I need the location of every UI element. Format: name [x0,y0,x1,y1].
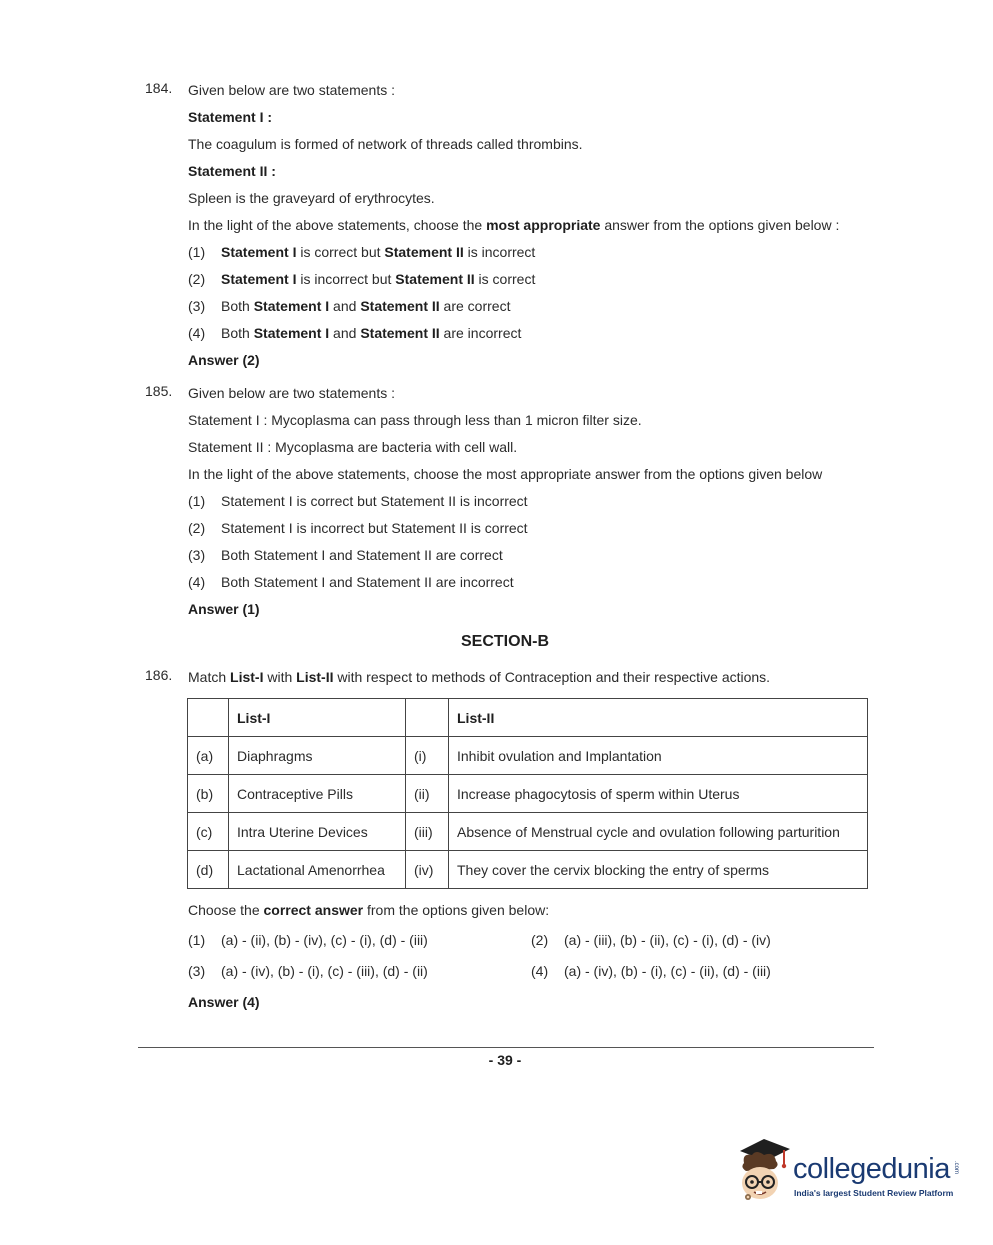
q186-intro: Match List-I with List-II with respect to methods of Contraception and their respective actions. [188,669,771,685]
list1-item: Lactational Amenorrhea [229,851,406,889]
brand-name: collegedunia [793,1153,950,1185]
q184-statement2-label: Statement II : [188,163,276,179]
q185-statement2: Statement II : Mycoplasma are bacteria with cell wall. [188,439,518,455]
q185-option-4: Both Statement I and Statement II are incorrect [221,574,514,590]
q185-option-4-number: (4) [188,574,206,590]
q186-option-1: (a) - (ii), (b) - (iv), (c) - (i), (d) - (iii) [221,932,428,948]
q186-option-3: (a) - (iv), (b) - (i), (c) - (iii), (d) - (ii) [221,963,428,979]
q185-option-2: Statement I is incorrect but Statement II is correct [221,520,528,536]
q186-option-2: (a) - (iii), (b) - (ii), (c) - (i), (d) - (iv) [564,932,771,948]
row-numeral: (ii) [406,775,449,813]
q184-number: 184. [145,80,173,96]
q185-number: 185. [145,383,173,399]
table-row [188,775,868,813]
q184-option-4: Both Statement I and Statement II are incorrect [221,325,522,341]
header-blank-cell [406,699,449,737]
list2-item: Absence of Menstrual cycle and ovulation following parturition [449,813,868,851]
q185-option-2-number: (2) [188,520,206,536]
footer-divider [138,1047,874,1048]
q184-statement1-text: The coagulum is formed of network of threads called thrombins. [188,136,583,152]
collegedunia-logo [734,1135,964,1210]
header-list1: List-I [229,699,406,737]
q184-answer: Answer (2) [188,352,260,368]
q184-statement1-label: Statement I : [188,109,273,125]
row-numeral: (iv) [406,851,449,889]
brand-tld: .com [953,1161,959,1175]
list1-item: Intra Uterine Devices [229,813,406,851]
list2-item: Increase phagocytosis of sperm within Uterus [449,775,868,813]
q184-intro: Given below are two statements : [188,82,395,98]
q184-option-2: Statement I is incorrect but Statement II is correct [221,271,536,287]
q185-statement1: Statement I : Mycoplasma can pass through less than 1 micron filter size. [188,412,642,428]
q184-statement2-text: Spleen is the graveyard of erythrocytes. [188,190,435,206]
q184-option-1: Statement I is correct but Statement II is incorrect [221,244,536,260]
q184-option-3: Both Statement I and Statement II are correct [221,298,511,314]
row-label: (a) [188,737,229,775]
list2-item: They cover the cervix blocking the entry of sperms [449,851,868,889]
q184-option-4-number: (4) [188,325,206,341]
q186-option-4-number: (4) [531,963,549,979]
header-blank-cell [188,699,229,737]
page-number: - 39 - [488,1052,522,1068]
row-numeral: (iii) [406,813,449,851]
q186-number: 186. [145,667,173,683]
list2-item: Inhibit ovulation and Implantation [449,737,868,775]
match-table-header [188,699,868,737]
mascot-icon [734,1135,794,1210]
q185-prompt: In the light of the above statements, choose the most appropriate answer from the options given below [188,466,823,482]
row-label: (d) [188,851,229,889]
q184-prompt: In the light of the above statements, choose the most appropriate answer from the options given below : [188,217,840,233]
q185-option-1: Statement I is correct but Statement II is incorrect [221,493,528,509]
q185-option-1-number: (1) [188,493,206,509]
section-title: SECTION-B [461,633,549,650]
row-label: (c) [188,813,229,851]
table-row [188,813,868,851]
q186-option-2-number: (2) [531,932,549,948]
brand-tagline: India's largest Student Review Platform [794,1188,954,1198]
q186-option-3-number: (3) [188,963,206,979]
list1-item: Contraceptive Pills [229,775,406,813]
q185-option-3: Both Statement I and Statement II are correct [221,547,503,563]
q186-choose-prompt: Choose the correct answer from the options given below: [188,902,550,918]
header-list2: List-II [449,699,868,737]
list1-item: Diaphragms [229,737,406,775]
q185-answer: Answer (1) [188,601,260,617]
table-row [188,851,868,889]
q184-option-1-number: (1) [188,244,206,260]
row-label: (b) [188,775,229,813]
q185-option-3-number: (3) [188,547,206,563]
q186-option-4: (a) - (iv), (b) - (i), (c) - (ii), (d) - (iii) [564,963,771,979]
q184-option-3-number: (3) [188,298,206,314]
q186-option-1-number: (1) [188,932,206,948]
q186-answer: Answer (4) [188,994,260,1010]
match-table [187,698,868,889]
q184-option-2-number: (2) [188,271,206,287]
table-row [188,737,868,775]
row-numeral: (i) [406,737,449,775]
q185-intro: Given below are two statements : [188,385,395,401]
